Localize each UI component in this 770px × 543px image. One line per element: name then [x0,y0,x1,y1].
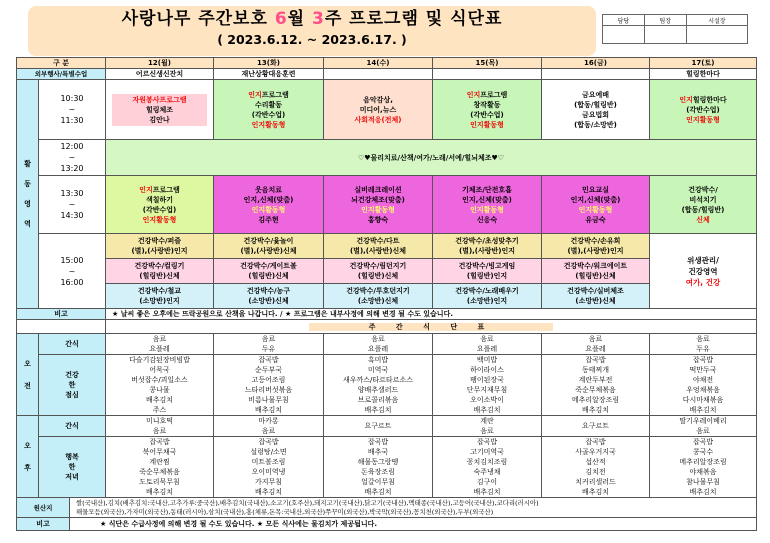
snack-pm-sat: 딸기우레이베리 음료 [650,416,757,437]
pm2-fri-1: 건강박수/손유희 (별),(사랑반)인지 [542,234,650,259]
outing-tue: 재난상황대응훈련 [214,69,324,80]
origin-row [17,498,757,518]
header-section: 구 분 [17,58,106,69]
lunch-wed: 흑미밥 미역국 새우까스/타르타르소스 양배추샐러드 브로콜리볶음 배추김치 [324,355,433,416]
time-pm1: 13:30 ~ 14:30 [39,176,106,234]
dinner-fri: 잡곡밥 사골우거지국 섭산적 김치전 치커리샐러드 배추김치 [542,437,650,498]
pm2-sat: 위생관리/ 건강영역 여가, 건강 [650,234,757,309]
pm1-mon: 인지프로그램 색칠하기 (각반수업) 인지활동형 [106,176,214,234]
am-row [17,80,757,140]
lunch-thu: 백미밥 하이라이스 팽이된장국 단무지재무침 오이소박이 배추김치 [433,355,542,416]
snack-pm-label: 간식 [39,416,106,437]
remark-text-2: ★ 식단은 수급사정에 의해 변경 될 수도 있습니다. ★ 모든 식사에는 물김치가 제공됩니다. [70,518,757,531]
dinner-mon: 잡곡밥 북어무채국 계란찜 죽순무체볶음 도토리묵무침 배추김치 [106,437,214,498]
pm1-sat: 건강박수/ 비석치기 (합동/힐링반) 신체 [650,176,757,234]
pm2-row-3 [17,284,757,309]
menu-title-row [17,320,757,334]
snack-am-sat: 음료 두유 [650,334,757,355]
lunch-tue: 잡곡밥 순두부국 고등어조림 느타리버섯볶음 비름나물무침 배추김치 [214,355,324,416]
pm2-thu-1: 건강박수/초성맞추기 (별),(사랑반)인지 [433,234,542,259]
am-sat: 인지힐링한마다 (각반수업) 인지활동형 [650,80,757,140]
remark-label-2: 비고 [17,518,70,531]
lunch-mon: 다슬기감된장비빔밥 어묵국 버섯잡수/괴일소스 콩나물 배추김치 주스 [106,355,214,416]
origin-label: 원산지 [17,498,70,518]
pm1-tue: 웃음치료 인지,신체(맞춤) 인지활동형 김주현 [214,176,324,234]
menu-title: 주 간 식 단 표 [106,320,757,334]
pm1-wed: 실버레크레이션 뇌건강체조(맞춤) 인지활동형 홍향숙 [324,176,433,234]
snack-pm-thu: 계란 음료 [433,416,542,437]
pm2-mon-1: 건강박수/퍼즐 (별),(사랑반)인지 [106,234,214,259]
pm2-thu-3: 건강박수/노래배우기 (소망반)인지 [433,284,542,309]
title-month: 6 [274,9,288,29]
am-wed: 음악감상, 미디어,뉴스 사회적응(전체) [324,80,433,140]
header-tue: 13(화) [214,58,324,69]
dinner-menu-label: 행복 한 저녁 [39,437,106,498]
time-pm2: 15:00 ~ 16:00 [39,234,106,309]
remark-row-1 [17,309,757,320]
header-fri: 16(금) [542,58,650,69]
dinner-menu-row [17,437,757,498]
snack-pm-wed: 요구르트 [324,416,433,437]
snack-pm-tue: 마카롱 음료 [214,416,324,437]
pm2-thu-2: 건강박수/빙고게임 (힐링반)인지 [433,259,542,284]
pm2-tue-2: 건강박수/게이트볼 (힐링반)신체 [214,259,324,284]
am-fri: 금요예배 (합동/힐링반) 금요법회 (합동/소망반) [542,80,650,140]
pm2-fri-2: 건강박수/워크에이트 (힐링반)신체 [542,259,650,284]
title-week: 3 [312,9,325,29]
dinner-tue: 잡곡밥 설렁탕/소면 미트볼조림 오이미역냉 가지무침 배추김치 [214,437,324,498]
pm2-tue-1: 건강박수/윷놀이 (별),(사랑반)신체 [214,234,324,259]
pm2-mon-2: 건강박수/컬링기 (힐링반)신체 [106,259,214,284]
pm2-wed-1: 건강박수/다트 (별),(사랑반)신체 [324,234,433,259]
snack-am-mon: 음료 요플레 [106,334,214,355]
remark-row-2 [17,518,757,531]
outing-sat: 힐링한마다 [650,69,757,80]
snack-am-fri: 음료 요플레 [542,334,650,355]
snack-am-label: 간식 [39,334,106,355]
pm2-mon-3: 건강박수/철교 (소망반)인지 [106,284,214,309]
header-sat: 17(토) [650,58,757,69]
pm2-tue-3: 건강박수/농구 (소망반)신체 [214,284,324,309]
header-wed: 14(수) [324,58,433,69]
pm1-fri: 민요교실 인지,신체(맞춤) 인지활동형 유금숙 [542,176,650,234]
dinner-thu: 잡곡밥 고기미역국 꽁치김치조림 숙주냉채 김구이 배추김치 [433,437,542,498]
lunch-activity: ♡♥물리치료/산책/여가/노래/서예/힐뇌체조♥♡ [106,140,757,176]
am-thu: 인지프로그램 창작활동 (각반수업) 인지활동형 [433,80,542,140]
origin-text: 쌀(국내산),김치(배추김치:국내산,고추가루:중국산),배추김치(국내산),소고기(호주산),돼지고기(국내산),닭고기(국내산),멕태종(국내산),고등어(국내산),코다리(러시아) 해물모듬(외국산),가자미(외국산),동태(러시아),삼치(국내산),홍(체류,돈목:국내산,외국산)쭈꾸미(외국산),박국막(외국산),꽁치천(외국산),두부(외국산) [70,498,757,518]
outing-row [17,69,757,80]
outing-label: 외부행사/특별수업 [17,69,106,80]
snack-am-row [17,334,757,355]
pm2-row-2 [17,259,757,284]
am-tue: 인지프로그램 수리활동 (각반수업) 인지활동형 [214,80,324,140]
pm1-thu: 기체조/단전호흡 인지,신체(맞춤) 인지활동형 신응숙 [433,176,542,234]
header-row [17,58,757,69]
meal-side-pm: 오 후 [17,416,39,498]
dinner-wed: 잡곡밥 배추국 해물동그랑땡 돈육장조림 얼갈이무침 배추김치 [324,437,433,498]
lunch-menu-row [17,355,757,416]
snack-pm-fri: 요구르트 [542,416,650,437]
date-range: ( 2023.6.12. ~ 2023.6.17. ) [217,32,407,47]
meal-side-am: 오 전 [17,334,39,416]
pm2-wed-2: 건강박수/림던지기 (힐링반)신체 [324,259,433,284]
snack-pm-mon: 미니호떡 음료 [106,416,214,437]
title-part1: 사랑나무 주간보호 [121,9,275,29]
pm2-fri-3: 건강박수/실버체조 (소망반)신체 [542,284,650,309]
snack-pm-row [17,416,757,437]
approval-manager: 담당 [603,15,645,26]
approval-director: 시설장 [686,15,747,26]
title-part2: 월 [287,9,312,29]
page-title [28,6,596,56]
lunch-fri: 잡곡밥 동태찌개 계란두부전 죽순무체볶음 메추리알장조림 배추김치 [542,355,650,416]
activity-label: 활 동 영 역 [17,80,39,309]
header-mon: 12(월) [106,58,214,69]
lunch-menu-label: 건강 한 점심 [39,355,106,416]
pm2-wed-3: 건강박수/투호던지기 (소망반)신체 [324,284,433,309]
remark-text-1: ★ 날씨 좋은 오후에는 뜨락공원으로 산책을 나갑니다. / ★ 프로그램은 내부사정에 의해 변경 될 수도 있습니다. [106,309,757,320]
approval-box [602,14,748,44]
schedule-table [16,57,757,531]
snack-am-thu: 음료 요플레 [433,334,542,355]
am-mon: 자원봉사프로그램 힐링체조 김안나 [106,80,214,140]
dinner-sat: 잡곡밥 콩국수 메추리알장조림 야채볶음 참나물무침 배추김치 [650,437,757,498]
time-am: 10:30 ~ 11:30 [39,80,106,140]
remark-label-1: 비고 [17,309,106,320]
pm2-row-1 [17,234,757,259]
pm1-row [17,176,757,234]
time-lunch: 12:00 ~ 13:20 [39,140,106,176]
title-part3: 주 프로그램 및 식단표 [324,9,503,29]
lunch-row [17,140,757,176]
snack-am-tue: 음료 두유 [214,334,324,355]
approval-leader: 팀장 [644,15,686,26]
header-thu: 15(목) [433,58,542,69]
lunch-sat: 잡곡밥 떡만두국 야채전 우엉채볶음 다시마채볶음 배추김치 [650,355,757,416]
outing-mon: 어르신생신잔치 [106,69,214,80]
snack-am-wed: 음료 요플레 [324,334,433,355]
